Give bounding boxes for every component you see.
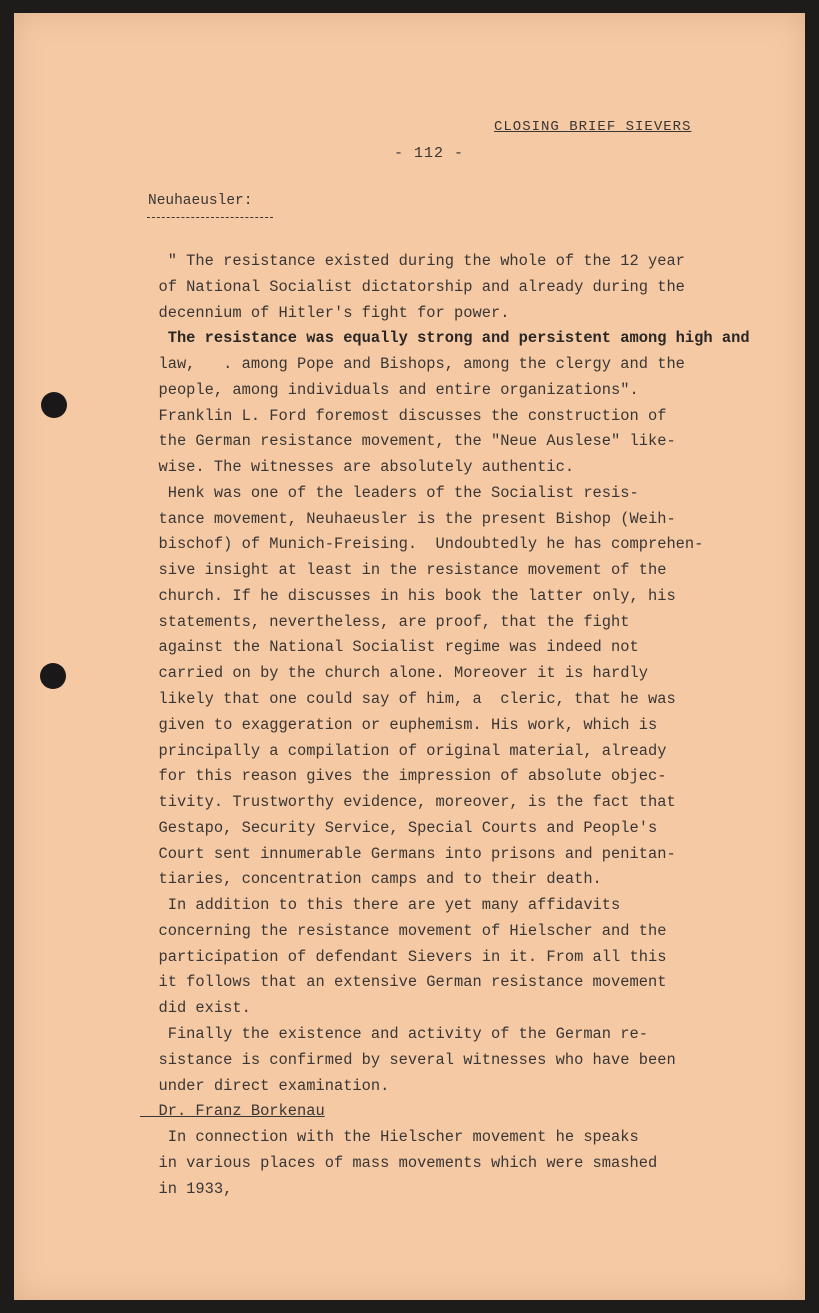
text-line: against the National Socialist regime was indeed not [140, 638, 639, 657]
text-line: decennium of Hitler's fight for power. [140, 303, 510, 322]
text-line: in 1933, [140, 1179, 233, 1198]
text-line: participation of defendant Sievers in it. From all this [140, 947, 667, 966]
text-line: carried on by the church alone. Moreover it is hardly [140, 664, 648, 683]
text-line: In connection with the Hielscher movement he speaks [140, 1128, 639, 1147]
text-line: given to exaggeration or euphemism. His work, which is [140, 715, 658, 734]
punch-hole-top [41, 392, 67, 418]
text-line: Franklin L. Ford foremost discusses the construction of [140, 406, 667, 425]
document-header-label: CLOSING BRIEF SIEVERS [494, 119, 692, 135]
text-line: wise. The witnesses are absolutely authentic. [140, 458, 575, 477]
text-line: Henk was one of the leaders of the Socialist resis- [140, 483, 639, 502]
text-line: The resistance was equally strong and persistent among high and [140, 329, 750, 348]
text-line: statements, nevertheless, are proof, that the fight [140, 612, 630, 631]
text-line: likely that one could say of him, a cleric, that he was [140, 690, 676, 709]
text-line: Court sent innumerable Germans into prisons and penitan- [140, 844, 676, 863]
text-line: concerning the resistance movement of Hielscher and the [140, 921, 667, 940]
text-line: sistance is confirmed by several witnesses who have been [140, 1050, 676, 1069]
text-line: for this reason gives the impression of absolute objec- [140, 767, 667, 786]
text-line: In addition to this there are yet many affidavits [140, 896, 621, 915]
text-line: it follows that an extensive German resistance movement [140, 973, 667, 992]
text-line: the German resistance movement, the "Neue Auslese" like- [140, 432, 676, 451]
heading-underline [147, 217, 273, 218]
text-line: tance movement, Neuhaeusler is the present Bishop (Weih- [140, 509, 676, 528]
text-line: Finally the existence and activity of the German re- [140, 1024, 648, 1043]
document-page [14, 13, 805, 1300]
text-line: Gestapo, Security Service, Special Courts and People's [140, 818, 658, 837]
text-line: bischof) of Munich-Freising. Undoubtedly he has comprehen- [140, 535, 704, 554]
text-line: people, among individuals and entire organizations". [140, 380, 639, 399]
text-line: principally a compilation of original material, already [140, 741, 667, 760]
text-line: did exist. [140, 999, 251, 1018]
text-line: church. If he discusses in his book the latter only, his [140, 586, 676, 605]
punch-hole-bottom [40, 663, 66, 689]
text-line: tivity. Trustworthy evidence, moreover, is the fact that [140, 793, 676, 812]
text-line: of National Socialist dictatorship and already during the [140, 277, 685, 296]
text-line: under direct examination. [140, 1076, 390, 1095]
text-line: in various places of mass movements which were smashed [140, 1153, 658, 1172]
body-text [140, 249, 750, 1202]
text-line: " The resistance existed during the whole of the 12 year [140, 252, 685, 270]
subsection-heading: Dr. Franz Borkenau [140, 1102, 325, 1121]
page-number: - 112 - [394, 145, 465, 162]
text-line: tiaries, concentration camps and to their death. [140, 870, 602, 889]
text-line: sive insight at least in the resistance movement of the [140, 561, 667, 580]
section-heading: Neuhaeusler: [148, 193, 253, 209]
text-line: law, . among Pope and Bishops, among the clergy and the [140, 355, 685, 374]
